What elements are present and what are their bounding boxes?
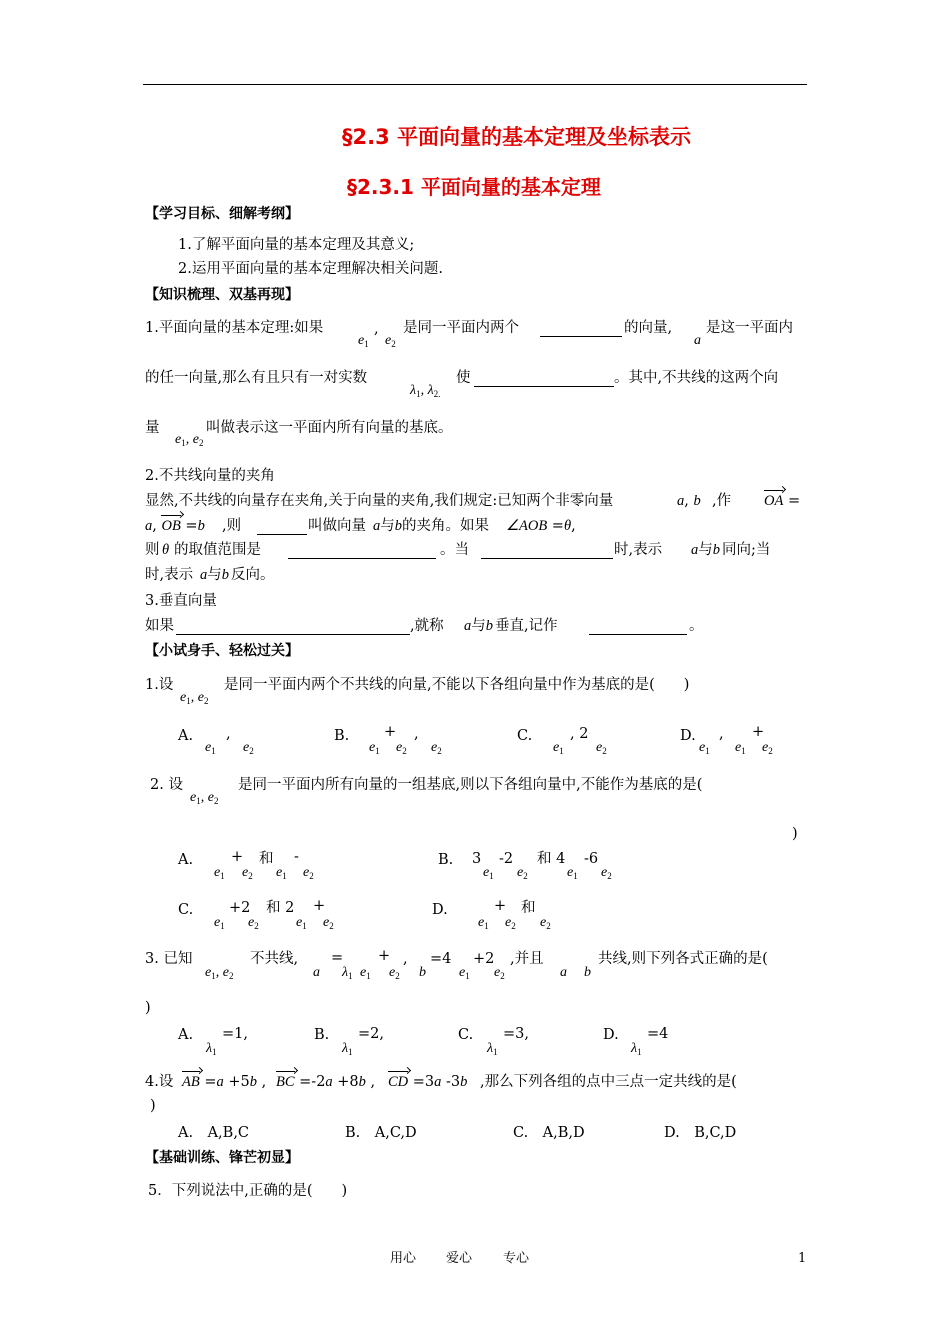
section-goals: 【学习目标、细解考纲】: [145, 206, 299, 222]
e1-symbol: $e_1$: [205, 740, 216, 756]
plus-sign: +: [494, 898, 507, 914]
plus-sign: +: [384, 724, 397, 740]
e1-symbol: $e_1$: [735, 740, 746, 756]
k3-text-c: 垂直,记作: [495, 618, 558, 634]
angle-def: ∠AOB =θ,: [506, 518, 576, 534]
b-symbol: b: [419, 965, 426, 980]
q3-option-a[interactable]: A.: [178, 1027, 194, 1043]
k3-title: 3.垂直向量: [145, 593, 217, 609]
a-symbol: a: [560, 965, 567, 980]
q4-option-a[interactable]: A. A,B,C: [178, 1125, 250, 1141]
q1-label: 1.设: [145, 677, 174, 693]
lambda1-symbol: $\lambda_1$: [487, 1041, 498, 1057]
fill-blank[interactable]: [257, 520, 307, 535]
minus-sign: -: [294, 849, 299, 865]
fill-blank[interactable]: [589, 620, 687, 635]
page-subtitle: §2.3.1 平面向量的基本定理: [347, 175, 601, 199]
q2-option-a[interactable]: A.: [178, 852, 194, 868]
k2-text-g: 的取值范围是: [174, 542, 261, 558]
e2-symbol: $e_2$: [396, 740, 407, 756]
and-text: 和: [259, 851, 274, 867]
fill-blank[interactable]: [540, 322, 622, 337]
k2-text-k: 时,表示: [145, 567, 194, 583]
fill-blank[interactable]: [288, 544, 436, 559]
e2-symbol: $e_2$: [540, 915, 551, 931]
plus-2: +2: [473, 951, 495, 967]
q5-text: 5．下列说法中,正确的是( ): [148, 1183, 348, 1199]
e2-symbol: $e_2$: [385, 333, 396, 349]
k3-text-a: 如果: [145, 618, 174, 634]
q2-close: ): [792, 826, 798, 842]
a-symbol: a: [694, 333, 701, 348]
section-practice: 【小试身手、轻松过关】: [145, 643, 299, 659]
k2-text-l: 反向。: [231, 567, 275, 583]
theta-symbol: θ: [162, 542, 170, 558]
comma: ,: [719, 726, 724, 742]
k1-text-i: 叫做表示这一平面内所有向量的基底。: [206, 420, 453, 436]
e2-symbol: $e_2$: [242, 865, 253, 881]
k1-text-b: 是同一平面内两个: [403, 320, 519, 336]
a-and-b: a与b: [373, 518, 402, 534]
comma: ,: [414, 726, 419, 742]
lambda1-symbol: $\lambda_1$: [342, 965, 353, 981]
q3-close: ): [145, 1000, 151, 1016]
q2-text: 是同一平面内所有向量的一组基底,则以下各组向量中,不能作为基底的是(: [238, 777, 703, 793]
lambda1-symbol: $\lambda_1$: [342, 1041, 353, 1057]
e2-symbol: $e_2$: [431, 740, 442, 756]
q3-text-d: 共线,则下列各式正确的是(: [598, 951, 768, 967]
page-title: §2.3 平面向量的基本定理及坐标表示: [342, 125, 692, 149]
a-and-b: a与b: [691, 542, 720, 558]
e1-symbol: $e_1$: [296, 915, 307, 931]
k1-text-c: 的向量,: [624, 320, 673, 336]
q4-close: ): [150, 1098, 156, 1114]
e1-symbol: $e_1$: [214, 865, 225, 881]
q1-option-c[interactable]: C.: [517, 728, 533, 744]
cd-def: CD =3a -3b: [388, 1074, 468, 1090]
comma: ,: [403, 951, 408, 967]
comma: ,: [374, 321, 379, 337]
k3-text-b: ,就称: [410, 618, 444, 634]
q3-option-d[interactable]: D.: [603, 1027, 619, 1043]
plus-sign: +: [378, 948, 391, 964]
e1-symbol: $e_1$: [276, 865, 287, 881]
k2-text-a: 显然,不共线的向量存在夹角,关于向量的夹角,我们规定:已知两个非零向量: [145, 493, 614, 509]
k2-title: 2.不共线向量的夹角: [145, 468, 275, 484]
q2-option-b[interactable]: B.: [438, 852, 454, 868]
e1-symbol: $e_1$: [478, 915, 489, 931]
lambda1-symbol: $\lambda_1$: [206, 1041, 217, 1057]
comma-two: , 2: [570, 726, 589, 742]
e1-e2-symbols: $e_1$, $e_2$: [180, 690, 209, 706]
k2-text-c: ,则: [222, 518, 242, 534]
e1-e2-symbols: $e_1$, $e_2$: [190, 790, 219, 806]
q3-value-a: =1,: [222, 1026, 248, 1042]
minus-2: -2: [499, 851, 514, 867]
comma: ,: [226, 726, 231, 742]
and-2: 和 2: [266, 900, 295, 916]
q3-value-c: =3,: [503, 1026, 529, 1042]
q1-option-b[interactable]: B.: [334, 728, 350, 744]
e2-symbol: $e_2$: [323, 915, 334, 931]
bc-def: BC =-2a +8b ,: [276, 1074, 376, 1090]
plus-sign: +: [231, 849, 244, 865]
k2-text-h: 。当: [440, 542, 469, 558]
q1-option-d[interactable]: D.: [680, 728, 696, 744]
e1-symbol: $e_1$: [214, 915, 225, 931]
footer-slogan-1: 用心: [390, 1251, 417, 1266]
e2-symbol: $e_2$: [517, 865, 528, 881]
e2-symbol: $e_2$: [389, 965, 400, 981]
fill-blank[interactable]: [474, 372, 614, 387]
k2-text-b: ,作: [712, 493, 732, 509]
e2-symbol: $e_2$: [248, 915, 259, 931]
k2-text-e: 的夹角。如果: [402, 518, 489, 534]
a-and-b: a与b: [200, 567, 229, 583]
e1-symbol: $e_1$: [459, 965, 470, 981]
k2-text-j: 同向;当: [722, 542, 771, 558]
k3-text-d: 。: [689, 618, 704, 634]
a-and-b: a与b: [464, 618, 493, 634]
e1-symbol: $e_1$: [358, 333, 369, 349]
q3-option-b[interactable]: B.: [314, 1027, 330, 1043]
b-symbol: b: [584, 965, 591, 980]
q2-label: 2. 设: [150, 777, 183, 793]
k1-text-a: 1.平面向量的基本定理:如果: [145, 320, 324, 336]
footer-slogan-3: 专心: [503, 1251, 530, 1266]
fill-blank[interactable]: [481, 544, 613, 559]
minus-6: -6: [584, 851, 599, 867]
e2-symbol: $e_2$: [505, 915, 516, 931]
fill-blank[interactable]: [176, 620, 410, 635]
k1-text-d: 是这一平面内: [706, 320, 793, 336]
q4-option-d[interactable]: D. B,C,D: [664, 1125, 737, 1141]
e2-symbol: $e_2$: [494, 965, 505, 981]
e2-symbol: $e_2$: [601, 865, 612, 881]
e1-symbol: $e_1$: [553, 740, 564, 756]
q2-option-c[interactable]: C.: [178, 902, 194, 918]
e1-e2-symbols: $e_1$, $e_2$: [205, 965, 234, 981]
goal-2: 2.运用平面向量的基本定理解决相关问题.: [178, 261, 443, 277]
k1-text-f: 使: [456, 370, 471, 386]
k1-text-g: 。其中,不共线的这两个向: [614, 370, 779, 386]
and-text: 和: [521, 900, 536, 916]
section-knowledge: 【知识梳理、双基再现】: [145, 287, 299, 303]
goal-1: 1.了解平面向量的基本定理及其意义;: [178, 237, 415, 253]
and-4: 和 4: [537, 851, 566, 867]
q3-option-c[interactable]: C.: [458, 1027, 474, 1043]
k1-text-e: 的任一向量,那么有且只有一对实数: [145, 370, 368, 386]
e1-symbol: $e_1$: [567, 865, 578, 881]
e1-symbol: $e_1$: [699, 740, 710, 756]
q3-label: 3. 已知: [145, 951, 193, 967]
q4-option-c[interactable]: C. A,B,D: [513, 1125, 585, 1141]
e2-symbol: $e_2$: [762, 740, 773, 756]
e2-symbol: $e_2$: [303, 865, 314, 881]
e1-symbol: $e_1$: [483, 865, 494, 881]
q4-text: ,那么下列各组的点中三点一定共线的是(: [480, 1074, 737, 1090]
e1-symbol: $e_1$: [369, 740, 380, 756]
k2-text-i: 时,表示: [614, 542, 663, 558]
k2-text-d: 叫做向量: [308, 518, 366, 534]
ob-def: a, OB =b: [145, 518, 205, 534]
a-symbol: a: [313, 965, 320, 980]
equals-sign: =: [331, 950, 344, 966]
k2-text-f: 则: [145, 542, 160, 558]
e2-symbol: $e_2$: [596, 740, 607, 756]
q3-value-b: =2,: [358, 1026, 384, 1042]
footer-slogan-2: 爱心: [446, 1251, 473, 1266]
q4-option-b[interactable]: B. A,C,D: [345, 1125, 417, 1141]
e2-symbol: $e_2$: [243, 740, 254, 756]
q3-text-c: ,并且: [510, 951, 544, 967]
q3-value-d: =4: [647, 1026, 669, 1042]
oa-def: OA =: [764, 493, 801, 509]
plus-2: +2: [229, 900, 251, 916]
q4-label: 4.设: [145, 1074, 174, 1090]
a-b-symbols: a, b: [677, 493, 701, 509]
lambda1-symbol: $\lambda_1$: [631, 1041, 642, 1057]
equals-4: =4: [430, 951, 452, 967]
plus-sign: +: [752, 724, 765, 740]
lambda-symbols: $\lambda_1$, $\lambda_{2.}$: [410, 383, 441, 399]
q2-option-d[interactable]: D.: [432, 902, 448, 918]
k1-text-h: 量: [145, 420, 160, 436]
ab-def: AB =a +5b ,: [182, 1074, 267, 1090]
e1-symbol: $e_1$: [360, 965, 371, 981]
header-rule: [143, 84, 807, 85]
e1-e2-symbols: $e_1$, $e_2$: [175, 432, 204, 448]
q3-text-b: 不共线,: [250, 951, 299, 967]
q1-option-a[interactable]: A.: [178, 728, 194, 744]
page-number: 1: [798, 1251, 807, 1266]
plus-sign: +: [313, 898, 326, 914]
coef-3: 3: [472, 851, 482, 867]
q1-text: 是同一平面内两个不共线的向量,不能以下各组向量中作为基底的是( ): [224, 677, 690, 693]
section-basic: 【基础训练、锋芒初显】: [145, 1150, 299, 1166]
